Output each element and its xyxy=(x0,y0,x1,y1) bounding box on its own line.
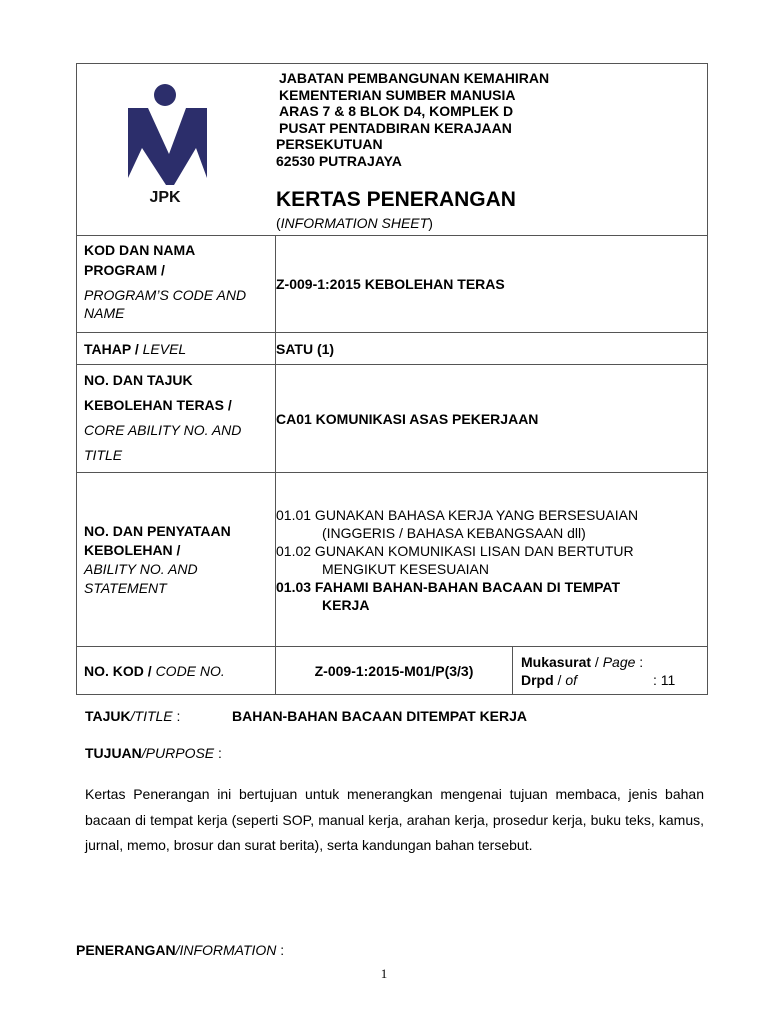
topic-label-en: /TITLE xyxy=(130,708,173,724)
address-line: 62530 PUTRAJAYA xyxy=(276,152,402,169)
page-label-en: Page xyxy=(602,653,636,670)
topic-colon: : xyxy=(172,708,181,724)
address-line: PERSEKUTUAN xyxy=(276,136,383,152)
purpose-paragraph: Kertas Penerangan ini bertujuan untuk menerangkan mengenai tujuan membaca, jenis bahan bacaan di tempat kerja (seperti SOP, manual kerja, arahan kerja, prosedur kerja, buku teks, kamus, jurnal, memo, brosur dan surat berita), serta kandungan bahan tersebut. xyxy=(85,786,704,853)
sheet-subtitle-text: INFORMATION SHEET xyxy=(280,215,429,231)
ability-label-en: ABILITY NO. AND STATEMENT xyxy=(84,560,198,596)
core-ability-label: KEBOLEHAN TERAS / xyxy=(84,397,232,413)
page-sep: / xyxy=(591,653,603,670)
topic-value: BAHAN-BAHAN BACAAN DITEMPAT KERJA xyxy=(232,708,528,724)
agency-address xyxy=(276,70,549,169)
ability-label-cell xyxy=(77,473,276,647)
jpk-logo xyxy=(124,82,214,208)
of-line xyxy=(521,671,707,689)
of-label: Drpd xyxy=(521,671,554,688)
core-ability-label-en: TITLE xyxy=(84,447,123,463)
program-label-cell xyxy=(77,236,276,333)
program-label: KOD DAN NAMA PROGRAM / xyxy=(84,242,195,278)
program-label-en: PROGRAM’S CODE AND NAME xyxy=(84,287,247,321)
core-ability-value: CA01 KOMUNIKASI ASAS PEKERJAAN xyxy=(276,365,708,473)
code-label-en: CODE NO. xyxy=(155,662,225,679)
level-value: SATU (1) xyxy=(276,333,708,365)
information-colon: : xyxy=(276,942,285,958)
topic-line xyxy=(85,708,528,724)
page-label: Mukasurat xyxy=(521,653,592,670)
page-number: 1 xyxy=(380,966,388,981)
total-pages: : 11 xyxy=(653,671,676,688)
ability-row xyxy=(77,473,708,647)
core-ability-row xyxy=(77,365,708,473)
purpose-label: TUJUAN xyxy=(85,745,142,761)
core-ability-label-cell xyxy=(77,365,276,473)
purpose-heading xyxy=(85,745,222,761)
address-line: JABATAN PEMBANGUNAN KEMAHIRAN xyxy=(279,70,550,86)
paren-open: ( xyxy=(276,215,281,231)
page-line xyxy=(521,653,707,671)
sheet-title: KERTAS PENERANGAN xyxy=(276,188,516,211)
sheet-subtitle xyxy=(276,214,433,232)
ability-item: 01.03 FAHAMI BAHAN-BAHAN BACAAN DI TEMPAT xyxy=(276,578,621,595)
program-row xyxy=(77,236,708,333)
information-label-en: /INFORMATION xyxy=(175,942,277,958)
of-sep: / xyxy=(553,671,566,688)
ability-item-cont: (INGGERIS / BAHASA KEBANGSAAN dll) xyxy=(322,524,586,541)
ability-item-cont: MENGIKUT KESESUAIAN xyxy=(322,560,490,577)
code-label-cell xyxy=(77,647,276,695)
ability-item-cont: KERJA xyxy=(322,596,370,613)
code-row xyxy=(77,647,708,695)
paren-close: ) xyxy=(428,215,433,231)
level-label-en: LEVEL xyxy=(142,340,187,357)
logo-text: JPK xyxy=(149,189,181,206)
logo-mark-icon xyxy=(128,108,207,185)
page-colon: : xyxy=(635,653,644,670)
level-label: TAHAP / xyxy=(84,340,143,357)
header-cell xyxy=(77,64,708,236)
address-line: KEMENTERIAN SUMBER MANUSIA xyxy=(279,86,516,103)
ability-list xyxy=(276,473,708,647)
topic-label: TAJUK xyxy=(85,708,131,724)
purpose-label-en: /PURPOSE xyxy=(141,745,215,761)
information-label: PENERANGAN xyxy=(76,942,176,958)
header-row xyxy=(77,64,708,236)
information-heading xyxy=(76,942,284,958)
purpose-colon: : xyxy=(214,745,222,761)
level-label-cell xyxy=(77,333,276,365)
level-row xyxy=(77,333,708,365)
code-value: Z-009-1:2015-M01/P(3/3) xyxy=(276,647,513,695)
address-line: ARAS 7 & 8 BLOK D4, KOMPLEK D xyxy=(279,103,514,119)
page-info-cell xyxy=(513,647,708,695)
program-value: Z-009-1:2015 KEBOLEHAN TERAS xyxy=(276,236,708,333)
address-line: PUSAT PENTADBIRAN KERAJAAN xyxy=(279,119,512,136)
code-label: NO. KOD / xyxy=(84,662,156,679)
ability-label: NO. DAN PENYATAAN KEBOLEHAN / xyxy=(84,522,231,558)
core-ability-label-en: CORE ABILITY NO. AND xyxy=(84,422,242,438)
core-ability-label: NO. DAN TAJUK xyxy=(84,372,193,388)
info-sheet-table xyxy=(76,63,708,695)
ability-item: 01.02 GUNAKAN KOMUNIKASI LISAN DAN BERTUTUR xyxy=(276,542,634,559)
ability-item: 01.01 GUNAKAN BAHASA KERJA YANG BERSESUAIAN xyxy=(276,506,639,523)
logo-head-icon xyxy=(154,84,176,106)
of-label-en: of xyxy=(565,671,578,688)
